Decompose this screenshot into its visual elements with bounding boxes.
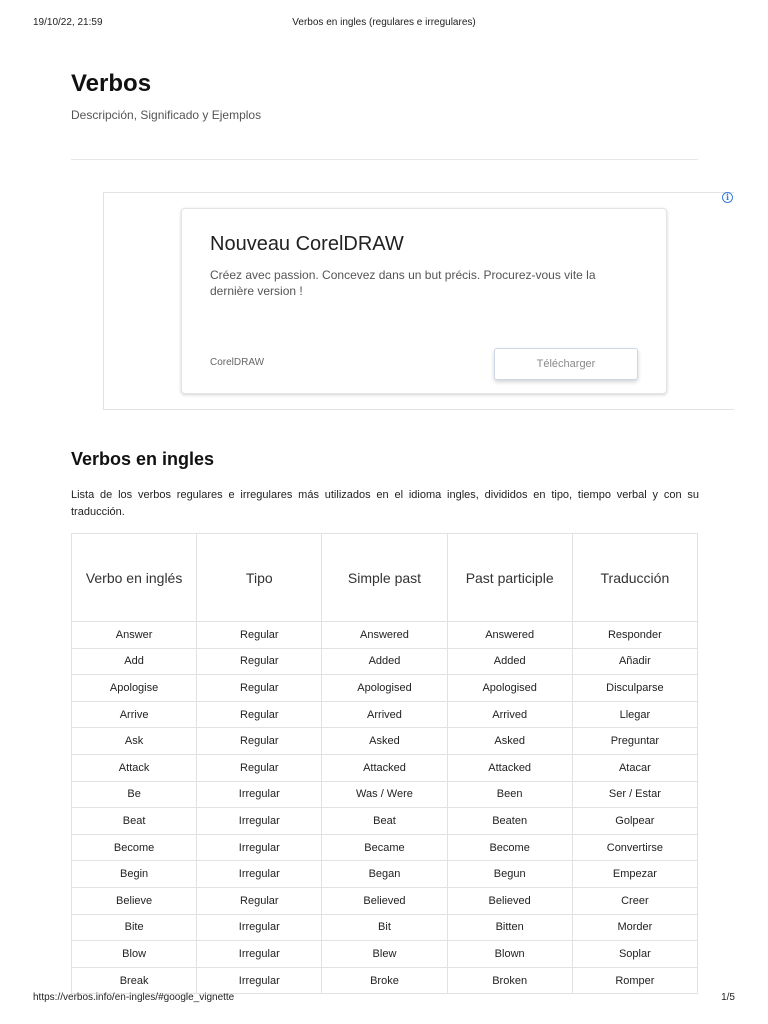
table-row bbox=[72, 701, 698, 728]
table-cell: Creer bbox=[572, 887, 697, 914]
table-cell: Added bbox=[322, 648, 447, 675]
table-row bbox=[72, 622, 698, 649]
table-cell: Be bbox=[72, 781, 197, 808]
table-cell: Regular bbox=[197, 887, 322, 914]
table-cell: Regular bbox=[197, 675, 322, 702]
table-row bbox=[72, 861, 698, 888]
table-cell: Regular bbox=[197, 701, 322, 728]
table-cell: Morder bbox=[572, 914, 697, 941]
table-cell: Bite bbox=[72, 914, 197, 941]
table-cell: Preguntar bbox=[572, 728, 697, 755]
table-cell: Attacked bbox=[447, 754, 572, 781]
table-cell: Ask bbox=[72, 728, 197, 755]
table-cell: Regular bbox=[197, 754, 322, 781]
table-cell: Arrive bbox=[72, 701, 197, 728]
table-cell: Regular bbox=[197, 622, 322, 649]
table-cell: Attacked bbox=[322, 754, 447, 781]
print-page-title: Verbos en ingles (regulares e irregulares) bbox=[292, 17, 476, 28]
table-cell: Arrived bbox=[322, 701, 447, 728]
section-heading: Verbos en ingles bbox=[71, 449, 215, 469]
table-cell: Regular bbox=[197, 648, 322, 675]
table-cell: Irregular bbox=[197, 914, 322, 941]
table-cell: Answer bbox=[72, 622, 197, 649]
table-cell: Blow bbox=[72, 941, 197, 968]
table-cell: Atacar bbox=[572, 754, 697, 781]
table-cell: Became bbox=[322, 834, 447, 861]
table-row bbox=[72, 754, 698, 781]
table-cell: Answered bbox=[322, 622, 447, 649]
table-cell: Ser / Estar bbox=[572, 781, 697, 808]
ad-brand: CorelDRAW bbox=[210, 357, 265, 368]
column-header: Traducción bbox=[572, 534, 697, 622]
column-header: Verbo en inglés bbox=[72, 534, 197, 622]
table-row bbox=[72, 808, 698, 835]
table-cell: Believed bbox=[447, 887, 572, 914]
table-cell: Began bbox=[322, 861, 447, 888]
table-cell: Disculparse bbox=[572, 675, 697, 702]
table-cell: Believed bbox=[322, 887, 447, 914]
table-row bbox=[72, 887, 698, 914]
table-cell: Been bbox=[447, 781, 572, 808]
print-header bbox=[0, 17, 768, 31]
ad-card[interactable] bbox=[181, 208, 667, 394]
table-cell: Llegar bbox=[572, 701, 697, 728]
table-cell: Bitten bbox=[447, 914, 572, 941]
table-row bbox=[72, 834, 698, 861]
table-cell: Asked bbox=[447, 728, 572, 755]
table-cell: Golpear bbox=[572, 808, 697, 835]
table-cell: Regular bbox=[197, 728, 322, 755]
table-cell: Added bbox=[447, 648, 572, 675]
table-row bbox=[72, 967, 698, 994]
table-cell: Asked bbox=[322, 728, 447, 755]
print-date: 19/10/22, 21:59 bbox=[33, 17, 103, 28]
table-cell: Irregular bbox=[197, 941, 322, 968]
table-cell: Begun bbox=[447, 861, 572, 888]
verb-table bbox=[71, 533, 698, 994]
table-cell: Bit bbox=[322, 914, 447, 941]
table-cell: Broken bbox=[447, 967, 572, 994]
divider bbox=[71, 159, 698, 160]
page-number: 1/5 bbox=[721, 992, 735, 1003]
table-cell: Irregular bbox=[197, 808, 322, 835]
table-cell: Responder bbox=[572, 622, 697, 649]
table-header-row bbox=[72, 534, 698, 622]
table-cell: Blown bbox=[447, 941, 572, 968]
table-cell: Beaten bbox=[447, 808, 572, 835]
table-cell: Convertirse bbox=[572, 834, 697, 861]
table-cell: Romper bbox=[572, 967, 697, 994]
page-subtitle: Descripción, Significado y Ejemplos bbox=[71, 108, 262, 122]
table-cell: Add bbox=[72, 648, 197, 675]
table-row bbox=[72, 914, 698, 941]
table-cell: Irregular bbox=[197, 834, 322, 861]
table-cell: Blew bbox=[322, 941, 447, 968]
table-cell: Irregular bbox=[197, 781, 322, 808]
table-cell: Irregular bbox=[197, 967, 322, 994]
table-cell: Añadir bbox=[572, 648, 697, 675]
table-row bbox=[72, 648, 698, 675]
table-cell: Apologised bbox=[447, 675, 572, 702]
section-description: Lista de los verbos regulares e irregulares más utilizados en el idioma ingles, divididos en tipo, tiempo verbal y con su traducción. bbox=[71, 489, 699, 518]
table-row bbox=[72, 728, 698, 755]
table-cell: Attack bbox=[72, 754, 197, 781]
table-cell: Soplar bbox=[572, 941, 697, 968]
table-cell: Apologise bbox=[72, 675, 197, 702]
table-row bbox=[72, 941, 698, 968]
table-cell: Was / Were bbox=[322, 781, 447, 808]
table-cell: Break bbox=[72, 967, 197, 994]
column-header: Past participle bbox=[447, 534, 572, 622]
column-header: Tipo bbox=[197, 534, 322, 622]
info-icon[interactable]: i bbox=[722, 192, 733, 203]
table-cell: Believe bbox=[72, 887, 197, 914]
table-cell: Become bbox=[72, 834, 197, 861]
table-cell: Apologised bbox=[322, 675, 447, 702]
table-cell: Become bbox=[447, 834, 572, 861]
table-row bbox=[72, 675, 698, 702]
page-title: Verbos bbox=[71, 70, 152, 97]
ad-headline[interactable]: Nouveau CorelDRAW bbox=[210, 233, 404, 255]
table-cell: Empezar bbox=[572, 861, 697, 888]
table-cell: Begin bbox=[72, 861, 197, 888]
print-footer bbox=[0, 992, 768, 1006]
column-header: Simple past bbox=[322, 534, 447, 622]
table-row bbox=[72, 781, 698, 808]
download-button[interactable]: Télécharger bbox=[494, 348, 638, 380]
table-cell: Answered bbox=[447, 622, 572, 649]
table-cell: Irregular bbox=[197, 861, 322, 888]
table-cell: Beat bbox=[322, 808, 447, 835]
page-url: https://verbos.info/en-ingles/#google_vignette bbox=[33, 992, 235, 1003]
table-cell: Arrived bbox=[447, 701, 572, 728]
table-cell: Broke bbox=[322, 967, 447, 994]
ad-description: Créez avec passion. Concevez dans un but précis. Procurez-vous vite la dernière version ! bbox=[210, 268, 596, 298]
table-cell: Beat bbox=[72, 808, 197, 835]
